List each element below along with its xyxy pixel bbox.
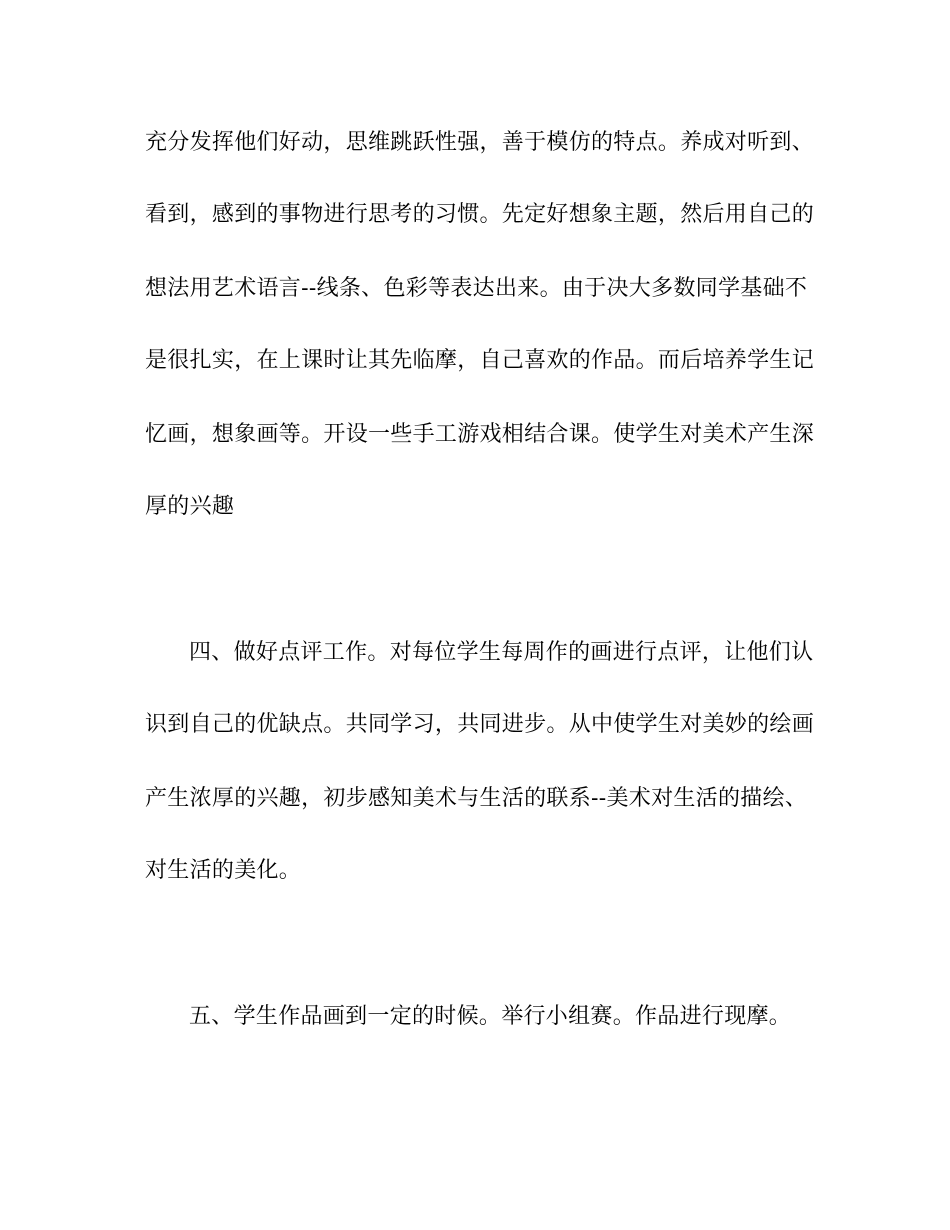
paragraph-line: 看到，感到的事物进行思考的习惯。先定好想象主题，然后用自己的 — [145, 202, 815, 227]
paragraph-line: 充分发挥他们好动，思维跳跃性强，善于模仿的特点。养成对听到、 — [145, 130, 815, 155]
paragraph-line: 产生浓厚的兴趣，初步感知美术与生活的联系--美术对生活的描绘、 — [145, 786, 808, 811]
paragraph-line: 对生活的美化。 — [145, 858, 302, 883]
paragraph-line: 识到自己的优缺点。共同学习，共同进步。从中使学生对美妙的绘画 — [145, 712, 815, 737]
paragraph-line: 四、做好点评工作。对每位学生每周作的画进行点评，让他们认 — [189, 640, 814, 665]
paragraph-line: 五、学生作品画到一定的时候。举行小组赛。作品进行现摩。 — [189, 1004, 792, 1029]
paragraph-line: 想法用艺术语言--线条、色彩等表达出来。由于决大多数同学基础不 — [145, 276, 808, 301]
paragraph-line: 是很扎实，在上课时让其先临摩，自己喜欢的作品。而后培养学生记 — [145, 348, 815, 373]
paragraph-line: 厚的兴趣 — [145, 494, 235, 519]
paragraph-line: 忆画，想象画等。开设一些手工游戏相结合课。使学生对美术产生深 — [145, 422, 815, 447]
